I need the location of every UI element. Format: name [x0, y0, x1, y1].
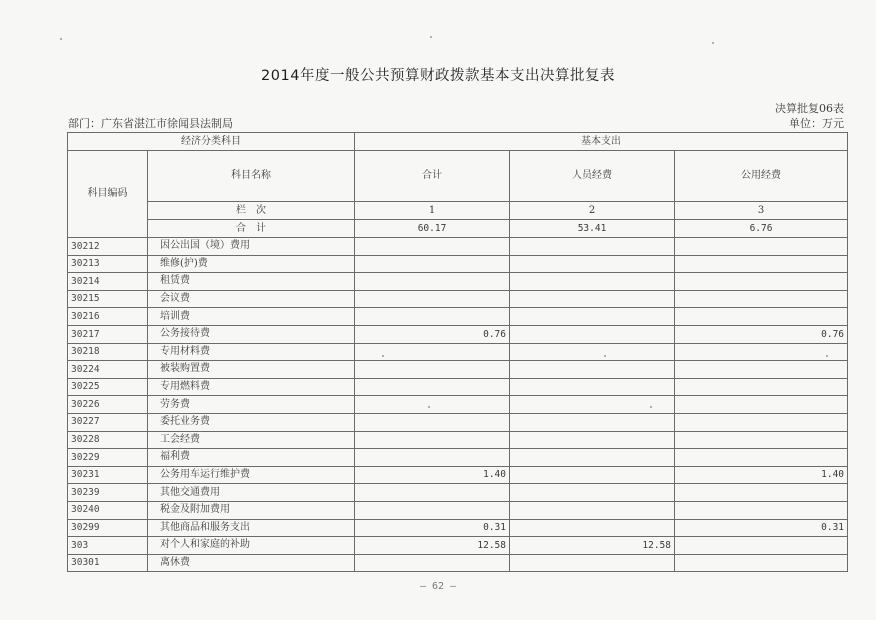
- row-personnel-cell: [510, 325, 675, 343]
- row-personnel-cell: [510, 396, 675, 414]
- row-code-cell: 303: [68, 537, 148, 555]
- row-public-cell: [675, 484, 848, 502]
- row-total-cell: [355, 501, 510, 519]
- form-number: 决算批复06表: [775, 102, 844, 115]
- row-public-cell: [675, 449, 848, 467]
- table-row: [68, 484, 848, 502]
- total-row: [68, 220, 848, 238]
- econ-class-header: 经济分类科目: [68, 133, 355, 151]
- scan-speck: [712, 42, 714, 44]
- row-name-cell: 对个人和家庭的补助: [148, 537, 355, 555]
- row-total-cell: [355, 343, 510, 361]
- row-code-cell: 30212: [68, 238, 148, 256]
- header-row-2: [68, 151, 848, 202]
- scan-speck: [428, 406, 430, 408]
- row-name-cell: 公务用车运行维护费: [148, 466, 355, 484]
- row-public-cell: [675, 361, 848, 379]
- row-public-cell: [675, 396, 848, 414]
- row-code-cell: 30301: [68, 554, 148, 572]
- row-total-cell: 0.76: [355, 325, 510, 343]
- row-public-cell: [675, 501, 848, 519]
- scan-speck: [430, 36, 432, 38]
- row-personnel-cell: [510, 431, 675, 449]
- row-public-cell: [675, 413, 848, 431]
- row-personnel-cell: [510, 238, 675, 256]
- row-code-cell: 30226: [68, 396, 148, 414]
- row-name-cell: 其他交通费用: [148, 484, 355, 502]
- table-row: [68, 238, 848, 256]
- row-total-cell: [355, 431, 510, 449]
- row-public-cell: [675, 290, 848, 308]
- row-code-cell: 30224: [68, 361, 148, 379]
- row-name-cell: 专用燃料费: [148, 378, 355, 396]
- row-code-cell: 30214: [68, 273, 148, 291]
- row-personnel-cell: [510, 378, 675, 396]
- document-title: 2014年度一般公共预算财政拨款基本支出决算批复表: [261, 68, 615, 84]
- table-row: [68, 554, 848, 572]
- public-header: 公用经费: [675, 151, 848, 202]
- row-code-cell: 30240: [68, 501, 148, 519]
- table-row: [68, 325, 848, 343]
- row-name-cell: 委托业务费: [148, 413, 355, 431]
- row-personnel-cell: [510, 501, 675, 519]
- row-personnel-cell: [510, 519, 675, 537]
- scan-speck: [60, 38, 62, 40]
- row-code-cell: 30231: [68, 466, 148, 484]
- row-code-cell: 30229: [68, 449, 148, 467]
- row-code-cell: 30217: [68, 325, 148, 343]
- total-row-label: 合 计: [148, 220, 355, 238]
- scan-speck: [604, 355, 606, 357]
- table-row: [68, 449, 848, 467]
- scan-speck: [382, 355, 384, 357]
- row-name-cell: 公务接待费: [148, 325, 355, 343]
- row-total-cell: [355, 554, 510, 572]
- table-row: [68, 431, 848, 449]
- row-total-cell: [355, 361, 510, 379]
- header-row-1: [68, 133, 848, 151]
- row-name-cell: 劳务费: [148, 396, 355, 414]
- row-total-cell: 0.31: [355, 519, 510, 537]
- row-name-cell: 工会经费: [148, 431, 355, 449]
- column-index-label: 栏 次: [148, 202, 355, 220]
- row-name-cell: 福利费: [148, 449, 355, 467]
- row-public-cell: [675, 378, 848, 396]
- row-name-cell: 会议费: [148, 290, 355, 308]
- row-total-cell: [355, 484, 510, 502]
- column-index-3: 3: [675, 202, 848, 220]
- unit-label: 单位：万元: [789, 117, 844, 130]
- table-row: [68, 537, 848, 555]
- row-total-cell: [355, 290, 510, 308]
- expense-table: [67, 132, 848, 572]
- row-public-cell: [675, 431, 848, 449]
- scan-speck: [826, 355, 828, 357]
- row-personnel-cell: 12.58: [510, 537, 675, 555]
- row-personnel-cell: [510, 255, 675, 273]
- row-personnel-cell: [510, 361, 675, 379]
- row-personnel-cell: [510, 554, 675, 572]
- personnel-header: 人员经费: [510, 151, 675, 202]
- table-row: [68, 396, 848, 414]
- row-personnel-cell: [510, 308, 675, 326]
- row-public-cell: [675, 238, 848, 256]
- row-code-cell: 30299: [68, 519, 148, 537]
- row-code-cell: 30218: [68, 343, 148, 361]
- row-name-cell: 税金及附加费用: [148, 501, 355, 519]
- row-total-cell: [355, 255, 510, 273]
- row-total-cell: [355, 378, 510, 396]
- total-header: 合计: [355, 151, 510, 202]
- row-code-cell: 30228: [68, 431, 148, 449]
- row-public-cell: 1.40: [675, 466, 848, 484]
- table-row: [68, 361, 848, 379]
- row-name-cell: 专用材料费: [148, 343, 355, 361]
- row-total-cell: [355, 308, 510, 326]
- total-row-public: 6.76: [675, 220, 848, 238]
- basic-expense-header: 基本支出: [355, 133, 848, 151]
- table-row: [68, 466, 848, 484]
- row-name-cell: 其他商品和服务支出: [148, 519, 355, 537]
- row-total-cell: [355, 449, 510, 467]
- department-label: 部门：广东省湛江市徐闻县法制局: [68, 117, 233, 130]
- row-name-cell: 租赁费: [148, 273, 355, 291]
- row-total-cell: [355, 396, 510, 414]
- row-code-cell: 30215: [68, 290, 148, 308]
- table-row: [68, 501, 848, 519]
- row-total-cell: 1.40: [355, 466, 510, 484]
- row-name-cell: 被装购置费: [148, 361, 355, 379]
- table-row: [68, 378, 848, 396]
- column-index-2: 2: [510, 202, 675, 220]
- total-row-total: 60.17: [355, 220, 510, 238]
- row-personnel-cell: [510, 343, 675, 361]
- row-personnel-cell: [510, 484, 675, 502]
- row-code-cell: 30239: [68, 484, 148, 502]
- table-row: [68, 273, 848, 291]
- column-index-row: [68, 202, 848, 220]
- table-row: [68, 413, 848, 431]
- table-row: [68, 519, 848, 537]
- page-number: — 62 —: [419, 581, 457, 592]
- row-personnel-cell: [510, 413, 675, 431]
- row-public-cell: 0.76: [675, 325, 848, 343]
- row-personnel-cell: [510, 273, 675, 291]
- table-row: [68, 255, 848, 273]
- column-index-1: 1: [355, 202, 510, 220]
- row-public-cell: [675, 554, 848, 572]
- row-total-cell: 12.58: [355, 537, 510, 555]
- row-code-cell: 30225: [68, 378, 148, 396]
- row-personnel-cell: [510, 290, 675, 308]
- row-total-cell: [355, 413, 510, 431]
- table-row: [68, 308, 848, 326]
- total-row-personnel: 53.41: [510, 220, 675, 238]
- row-total-cell: [355, 273, 510, 291]
- row-name-cell: 培训费: [148, 308, 355, 326]
- row-public-cell: [675, 308, 848, 326]
- code-header: 科目编码: [68, 151, 148, 238]
- row-name-cell: 离休费: [148, 554, 355, 572]
- row-personnel-cell: [510, 466, 675, 484]
- row-public-cell: [675, 255, 848, 273]
- row-name-cell: 维修(护)费: [148, 255, 355, 273]
- table-row: [68, 343, 848, 361]
- row-total-cell: [355, 238, 510, 256]
- row-code-cell: 30213: [68, 255, 148, 273]
- table-row: [68, 290, 848, 308]
- name-header: 科目名称: [148, 151, 355, 202]
- row-name-cell: 因公出国（境）费用: [148, 238, 355, 256]
- scan-speck: [650, 406, 652, 408]
- row-public-cell: [675, 537, 848, 555]
- row-code-cell: 30216: [68, 308, 148, 326]
- row-personnel-cell: [510, 449, 675, 467]
- row-public-cell: [675, 273, 848, 291]
- row-code-cell: 30227: [68, 413, 148, 431]
- row-public-cell: 0.31: [675, 519, 848, 537]
- row-public-cell: [675, 343, 848, 361]
